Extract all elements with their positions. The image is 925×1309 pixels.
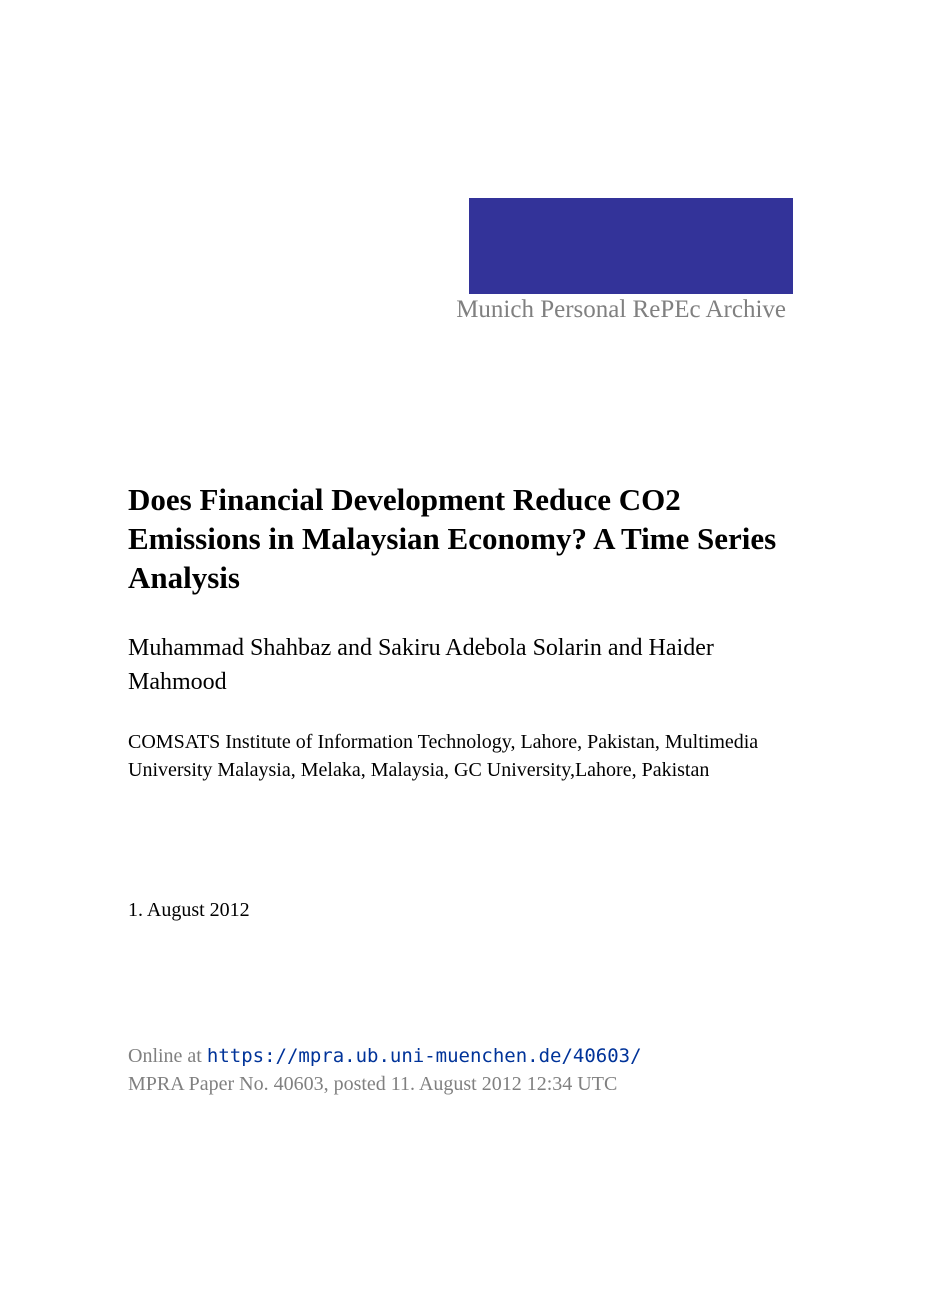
paper-info: MPRA Paper No. 40603, posted 11. August 2012 12:34 UTC: [128, 1073, 618, 1095]
mpra-logo-box: [469, 198, 793, 294]
online-line: [128, 1042, 828, 1070]
publication-date: 1. August 2012: [128, 899, 250, 921]
archive-name: Munich Personal RePEc Archive: [456, 296, 786, 323]
paper-affiliations: COMSATS Institute of Information Technology, Lahore, Pakistan, Multimedia University Malaysia, Melaka, Malaysia, GC University,Lahore, Pakistan: [128, 731, 759, 781]
paper-title: Does Financial Development Reduce CO2 Emissions in Malaysian Economy? A Time Series Analysis: [128, 482, 777, 595]
footer: [128, 1042, 828, 1098]
paper-authors: Muhammad Shahbaz and Sakiru Adebola Solarin and Haider Mahmood: [128, 635, 714, 695]
online-prefix: Online at: [128, 1045, 202, 1067]
paper-url-link[interactable]: https://mpra.ub.uni-muenchen.de/40603/: [206, 1045, 642, 1067]
